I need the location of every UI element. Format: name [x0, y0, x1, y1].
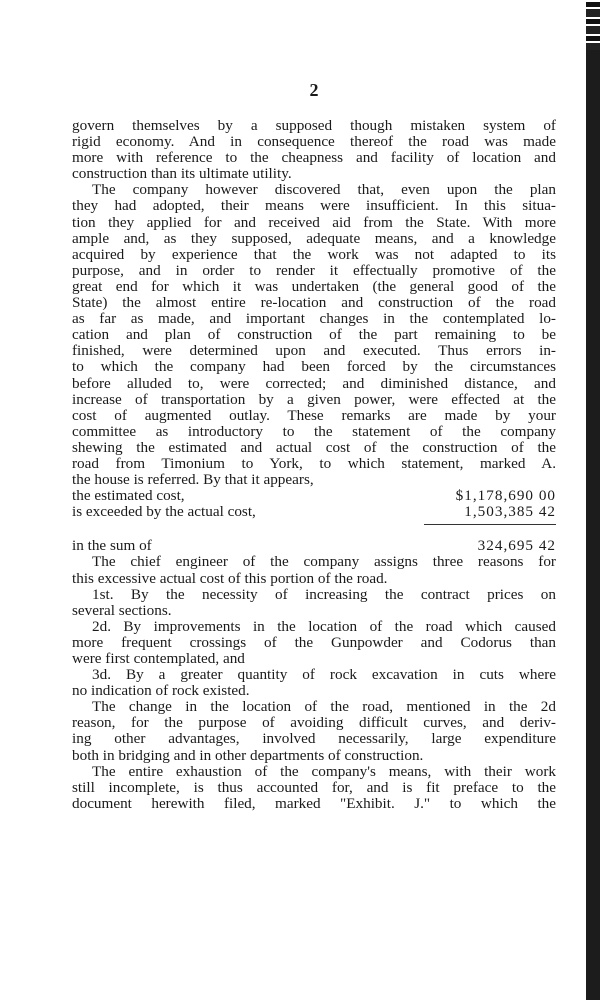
- reason-item: [72, 619, 556, 667]
- paragraph: [72, 699, 556, 763]
- text-line: shewing the estimated and actual cost of the construction of the: [72, 438, 556, 456]
- text-line: tion they applied for and received aid from the State. With more: [72, 213, 556, 231]
- text-line: committee as introductory to the statement of the company: [72, 422, 556, 440]
- text-line: 2d. By improvements in the location of the road which caused: [92, 617, 556, 635]
- estimated-cost-label: the estimated cost,: [72, 487, 185, 505]
- text-line: 3d. By a greater quantity of rock excavation in cuts where: [92, 666, 556, 684]
- text-line: document herewith filed, marked "Exhibit. J." to which the: [72, 794, 556, 812]
- actual-cost-label: is exceeded by the actual cost,: [72, 503, 256, 521]
- text-line: several sections.: [72, 601, 172, 619]
- text-line: State) the almost entire re-location and construction of the road: [72, 294, 556, 312]
- text-line: this excessive actual cost of this portion of the road.: [72, 569, 388, 587]
- reason-item: [72, 667, 556, 699]
- text-line: both in bridging and in other departments of construction.: [72, 746, 424, 764]
- text-line: no indication of rock existed.: [72, 682, 250, 700]
- text-line: still incomplete, is thus accounted for, and is fit preface to the: [72, 778, 556, 796]
- paragraph: [72, 764, 556, 812]
- text-line: more frequent crossings of the Gunpowder and Codorus than: [72, 633, 556, 651]
- text-line: they had adopted, their means were insufficient. In this situa-: [72, 197, 556, 215]
- scanned-page-edge: [586, 0, 600, 1000]
- text-line: govern themselves by a supposed though mistaken system of: [72, 117, 556, 134]
- paragraph: [72, 182, 556, 488]
- estimated-cost-amount: $1,178,690 00: [455, 487, 556, 505]
- text-line: ing other advantages, involved necessarily, large expenditure: [72, 730, 556, 748]
- text-line: more with reference to the cheapness and facility of location and: [72, 149, 556, 167]
- reason-item: [72, 587, 556, 619]
- text-line: finished, were determined upon and executed. Thus errors in-: [72, 342, 556, 360]
- text-line: cation and plan of construction of the part remaining to be: [72, 326, 556, 344]
- text-line: purpose, and in order to render it effectually promotive of the: [72, 261, 556, 279]
- difference-amount: 324,695 42: [477, 537, 556, 555]
- paragraph: [72, 554, 556, 586]
- estimated-cost-row: [72, 488, 556, 504]
- text-line: The company however discovered that, even upon the plan: [92, 181, 556, 199]
- text-line: before alluded to, were corrected; and diminished distance, and: [72, 374, 556, 392]
- text-line: rigid economy. And in consequence thereof the road was made: [72, 133, 556, 151]
- text-line: were first contemplated, and: [72, 650, 245, 667]
- text-line: increase of transportation by a given power, were effected at the: [72, 390, 556, 408]
- sum-rule: [424, 524, 556, 525]
- text-line: acquired by experience that the work was not adapted to its: [72, 245, 556, 263]
- text-line: great end for which it was undertaken (the general good of the: [72, 277, 556, 295]
- text-line: ample and, as they supposed, adequate means, and a knowledge: [72, 229, 556, 247]
- page-body: [72, 118, 556, 812]
- actual-cost-amount: 1,503,385 42: [464, 503, 556, 521]
- paragraph: [72, 118, 556, 182]
- text-line: as far as made, and important changes in the contemplated lo-: [72, 310, 556, 328]
- text-line: The entire exhaustion of the company's means, with their work: [92, 762, 556, 780]
- sum-rule-row: [72, 520, 556, 530]
- text-line: the house is referred. By that it appears,: [72, 471, 314, 489]
- page-number: 2: [309, 80, 319, 100]
- cost-table: [72, 488, 556, 554]
- text-line: The change in the location of the road, mentioned in the 2d: [92, 698, 556, 716]
- difference-row: [72, 538, 556, 554]
- text-line: reason, for the purpose of avoiding difficult curves, and deriv-: [72, 714, 556, 732]
- text-line: construction than its ultimate utility.: [72, 165, 292, 183]
- text-line: 1st. By the necessity of increasing the contract prices on: [92, 585, 556, 603]
- difference-label: in the sum of: [72, 537, 152, 555]
- text-line: road from Timonium to York, to which statement, marked A.: [72, 454, 556, 472]
- actual-cost-row: [72, 504, 556, 520]
- text-line: cost of augmented outlay. These remarks are made by your: [72, 406, 556, 424]
- text-line: to which the company had been forced by the circumstances: [72, 358, 556, 376]
- text-line: The chief engineer of the company assigns three reasons for: [92, 553, 556, 571]
